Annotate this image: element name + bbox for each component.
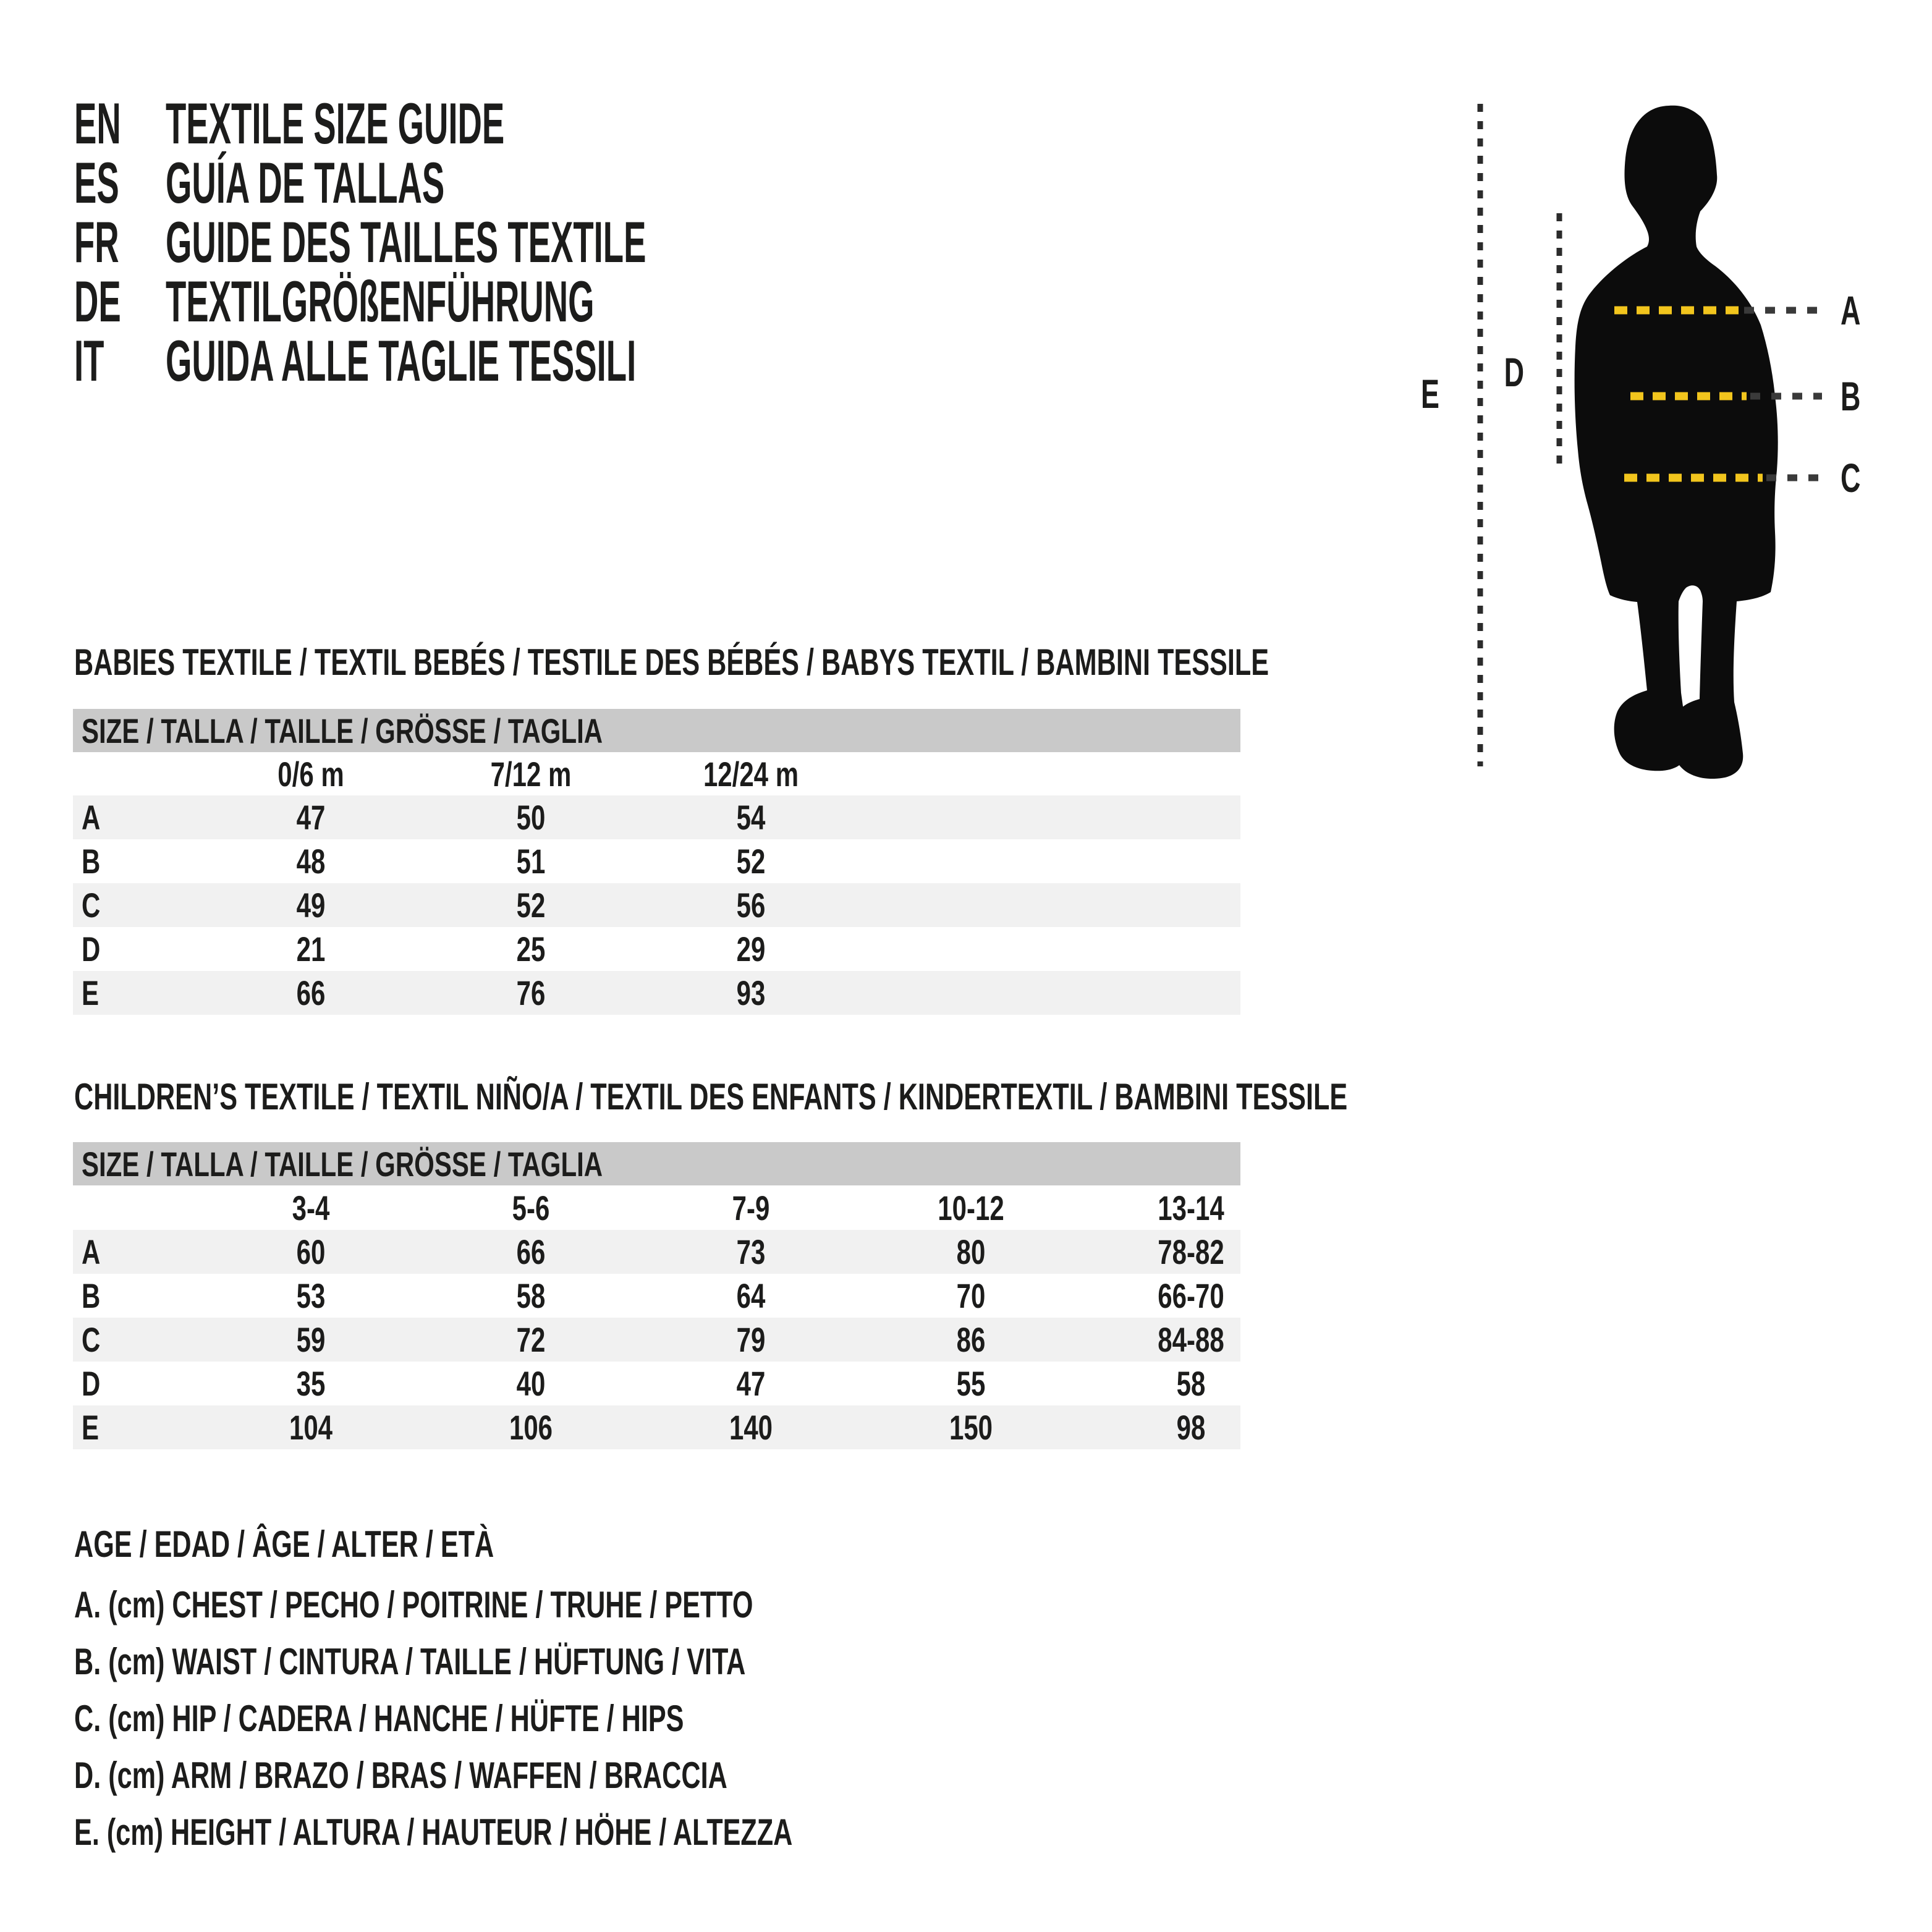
marker-label-waist: B: [1841, 373, 1861, 419]
table-cell: 80: [956, 1232, 986, 1271]
table-cell: 50: [516, 798, 546, 837]
row-label: B: [82, 1276, 101, 1315]
row-label: E: [82, 1408, 100, 1447]
table-cell: 51: [516, 842, 546, 881]
table-cell: 104: [289, 1408, 333, 1447]
language-row-it: [74, 328, 939, 393]
marker-label-height: E: [1421, 371, 1439, 417]
language-row-es: [74, 150, 939, 215]
language-code: EN: [74, 91, 121, 156]
table-row: [73, 1274, 1240, 1318]
column-header: 3-4: [292, 1188, 330, 1227]
row-label: C: [82, 886, 101, 925]
language-code: ES: [74, 150, 119, 215]
table-cell: 79: [736, 1320, 766, 1359]
table-cell: 21: [296, 930, 326, 968]
babies-column-header-row: [73, 752, 1240, 795]
table-row: [73, 1405, 1240, 1449]
table-row: [73, 971, 1240, 1015]
table-cell: 48: [296, 842, 326, 881]
page-title-fr: GUIDE DES TAILLES TEXTILE: [166, 210, 646, 274]
column-header: 0/6 m: [278, 754, 344, 794]
size-header-label: SIZE / TALLA / TAILLE / GRÖSSE / TAGLIA: [82, 711, 603, 750]
marker-label-hip: C: [1841, 455, 1861, 501]
marker-label-arm: D: [1504, 349, 1525, 395]
legend-waist: B. (cm) WAIST / CINTURA / TAILLE / HÜFTUNG / VITA: [74, 1641, 746, 1682]
table-cell: 140: [729, 1408, 773, 1447]
table-row: [73, 839, 1240, 883]
children-size-header-bar: [73, 1142, 1240, 1185]
table-cell: 73: [736, 1232, 766, 1271]
legend-arm: D. (cm) ARM / BRAZO / BRAS / WAFFEN / BRACCIA: [74, 1755, 727, 1796]
babies-section-title: BABIES TEXTILE / TEXTIL BEBÉS / TESTILE DES BÉBÉS / BABYS TEXTIL / BAMBINI TESSILE: [74, 642, 1269, 683]
page-title: TEXTILE SIZE GUIDE: [166, 91, 505, 156]
language-row-de: [74, 269, 939, 334]
table-cell: 66: [516, 1232, 546, 1271]
size-header-label: SIZE / TALLA / TAILLE / GRÖSSE / TAGLIA: [82, 1144, 603, 1184]
table-row: [73, 883, 1240, 927]
table-cell: 78-82: [1158, 1232, 1224, 1271]
language-code: DE: [74, 269, 121, 334]
table-cell: 98: [1176, 1408, 1206, 1447]
table-cell: 58: [1176, 1364, 1206, 1403]
row-label: D: [82, 1364, 101, 1403]
language-code: IT: [74, 328, 104, 393]
row-label: B: [82, 842, 101, 881]
table-cell: 84-88: [1158, 1320, 1224, 1359]
page-title-it: GUIDA ALLE TAGLIE TESSILI: [166, 328, 637, 393]
table-cell: 54: [736, 798, 766, 837]
table-row: [73, 1230, 1240, 1274]
row-label: A: [82, 1232, 101, 1271]
table-cell: 72: [516, 1320, 546, 1359]
table-cell: 25: [516, 930, 546, 968]
legend-chest: A. (cm) CHEST / PECHO / POITRINE / TRUHE / PETTO: [74, 1584, 753, 1625]
table-cell: 49: [296, 886, 326, 925]
page-title-es: GUÍA DE TALLAS: [166, 150, 445, 215]
table-cell: 35: [296, 1364, 326, 1403]
column-header: 5-6: [512, 1188, 550, 1227]
table-cell: 47: [736, 1364, 766, 1403]
table-cell: 106: [509, 1408, 553, 1447]
table-cell: 70: [956, 1276, 986, 1315]
row-label: D: [82, 930, 101, 968]
table-cell: 64: [736, 1276, 766, 1315]
table-cell: 47: [296, 798, 326, 837]
table-row: [73, 1362, 1240, 1405]
table-cell: 40: [516, 1364, 546, 1403]
table-row: [73, 1318, 1240, 1362]
table-cell: 29: [736, 930, 766, 968]
table-cell: 76: [516, 973, 546, 1012]
table-cell: 55: [956, 1364, 986, 1403]
row-label: E: [82, 973, 100, 1012]
table-cell: 60: [296, 1232, 326, 1271]
column-header: 12/24 m: [703, 754, 799, 794]
column-header: 7/12 m: [490, 754, 572, 794]
column-header: 7-9: [732, 1188, 770, 1227]
table-cell: 58: [516, 1276, 546, 1315]
legend-hip: C. (cm) HIP / CADERA / HANCHE / HÜFTE / HIPS: [74, 1698, 684, 1739]
table-cell: 52: [516, 886, 546, 925]
row-label: A: [82, 798, 101, 837]
language-row-fr: [74, 210, 939, 274]
table-cell: 93: [736, 973, 766, 1012]
children-column-header-row: [73, 1185, 1240, 1230]
table-cell: 86: [956, 1320, 986, 1359]
column-header: 10-12: [938, 1188, 1004, 1227]
column-header: 13-14: [1158, 1188, 1224, 1227]
row-label: C: [82, 1320, 101, 1359]
legend-age: AGE / EDAD / ÂGE / ALTER / ETÀ: [74, 1523, 494, 1565]
legend-height: E. (cm) HEIGHT / ALTURA / HAUTEUR / HÖHE / ALTEZZA: [74, 1811, 793, 1853]
table-cell: 66: [296, 973, 326, 1012]
table-row: [73, 927, 1240, 971]
babies-size-header-bar: [73, 709, 1240, 752]
table-cell: 53: [296, 1276, 326, 1315]
table-row: [73, 795, 1240, 839]
children-section-title: CHILDREN’S TEXTILE / TEXTIL NIÑO/A / TEXTIL DES ENFANTS / KINDERTEXTIL / BAMBINI TESSILE: [74, 1076, 1348, 1117]
table-cell: 52: [736, 842, 766, 881]
language-code: FR: [74, 210, 119, 274]
table-cell: 66-70: [1158, 1276, 1224, 1315]
marker-label-chest: A: [1841, 287, 1861, 333]
table-cell: 59: [296, 1320, 326, 1359]
language-row-en: [74, 91, 939, 156]
table-cell: 56: [736, 886, 766, 925]
page-title-de: TEXTILGRÖßENFÜHRUNG: [166, 269, 595, 334]
table-cell: 150: [949, 1408, 993, 1447]
